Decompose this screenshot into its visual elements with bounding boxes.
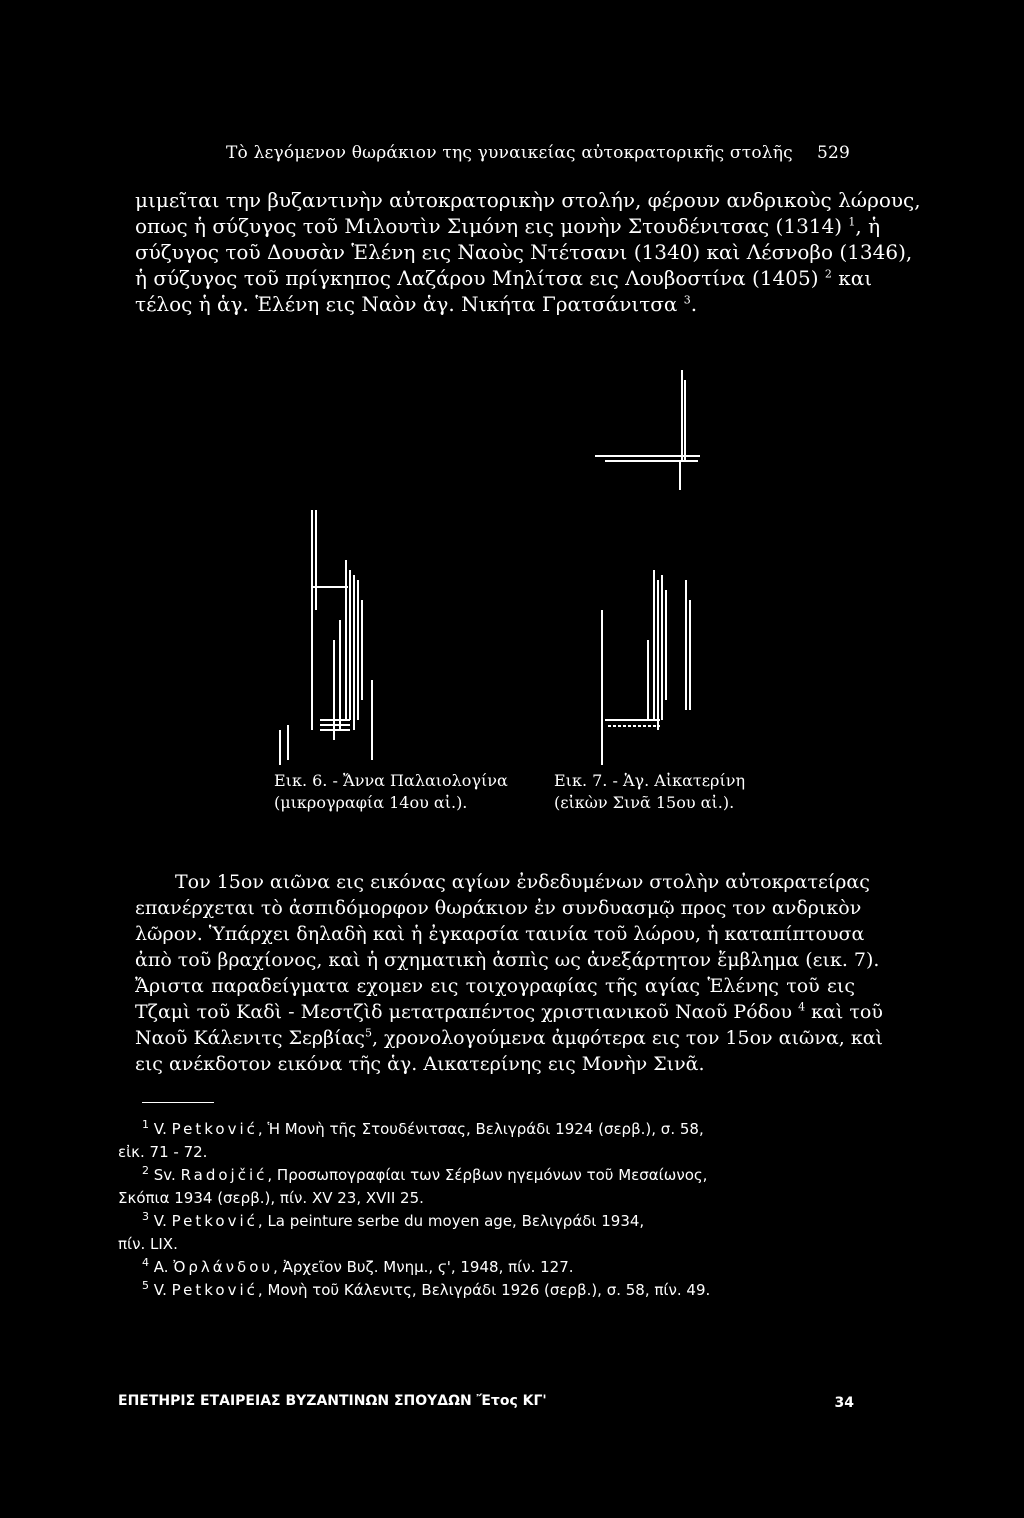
text-line: Τον 15ον αιῶνα εις εικόνας αγίων ἐνδεδυμένων στολὴν αὐτοκρατείρας	[175, 871, 870, 893]
footnote-author: Radojčić	[180, 1166, 268, 1184]
footnote-author: Ὀρλάνδου	[173, 1258, 274, 1276]
text-line: Ἄριστα παραδείγματα εχομεν εις τοιχογραφίας τῆς αγίας Ἑλένης τοῦ εις	[135, 975, 855, 997]
footnote: $^5$ V. Petković, Μονὴ τοῦ Κάλενιτς, Βελιγράδι 1926 (σερβ.), σ. 58, πίν. 49.	[142, 1279, 711, 1299]
text-line: ἡ σύζυγος τοῦ πρίγκηπος Λαζάρου Μηλίτσα εις Λουβοστίνα (1405) $^2$ και	[135, 266, 873, 290]
figure-drawings	[260, 360, 740, 780]
paragraph-2	[135, 869, 884, 1077]
footnote-number: 4	[142, 1256, 149, 1269]
journal-title: ΕΠΕΤΗΡΙΣ ΕΤΑΙΡΕΙΑΣ ΒΥΖΑΝΤΙΝΩΝ ΣΠΟΥΔΩΝ Ἔτος ΚΓ'	[118, 1393, 547, 1409]
footnote: $^4$ A. Ὀρλάνδου, Ἀρχεῖον Βυζ. Μνημ., ϛ', 1948, πίν. 127.	[142, 1256, 574, 1276]
running-title: Τὸ λεγόμενον θωράκιον της γυναικείας αὐτοκρατορικῆς στολῆς	[226, 143, 793, 163]
footnote-ref: 1	[848, 215, 856, 229]
text-line: τέλος ἡ ἁγ. Ἑλένη εις Ναὸν ἁγ. Νικήτα Γρατσάνιτσα $^3$.	[135, 292, 698, 316]
figure-6-caption	[274, 770, 508, 814]
text-line: λῶρον. Ὑπάρχει δηλαδὴ καὶ ἡ ἐγκαρσία ταινία τοῦ λώρου, ἡ καταπίπτουσα	[135, 923, 865, 945]
footnote-number: 3	[142, 1210, 149, 1223]
text-line: Ναοῦ Κάλενιτς Σερβίας$^5$, χρονολογούμενα ἀμφότερα εις τον 15ον αιῶνα, καὶ	[135, 1026, 884, 1049]
text-line: επανέρχεται τὸ ἀσπιδόμορφον θωράκιον ἐν συνδυασμῷ προς τον ανδρικὸν	[135, 897, 862, 919]
caption-line: Εικ. 6. - Ἄννα Παλαιολογίνα	[274, 771, 508, 790]
text-line: σύζυγος τοῦ Δουσὰν Ἑλένη εις Ναοὺς Ντέτσανι (1340) καὶ Λέσνοβο (1346),	[135, 240, 913, 264]
figure-7-caption	[554, 770, 745, 814]
caption-line: (εἰκὼν Σινᾶ 15ου αἰ.).	[554, 793, 735, 812]
footnotes	[118, 1118, 854, 1302]
footnote: $^3$ V. Petković, La peinture serbe du moyen age, Βελιγράδι 1934, πίν. LIX.	[118, 1210, 645, 1253]
text-line: εις ανέκδοτον εικόνα τῆς ἁγ. Αικατερίνης εις Μονὴν Σινᾶ.	[135, 1053, 705, 1075]
footnote-author: Petković	[171, 1120, 258, 1138]
footnote-number: 2	[142, 1164, 149, 1177]
figure-7-drawing	[595, 370, 700, 765]
figure-6-drawing	[280, 510, 372, 765]
footnote-number: 5	[142, 1279, 149, 1292]
journal-footer	[118, 1393, 854, 1409]
footnote: $^1$ V. Petković, Ἡ Μονὴ τῆς Στουδένιτσας, Βελιγράδι 1924 (σερβ.), σ. 58, εἰκ. 71 - 72.	[118, 1118, 704, 1161]
footnote-ref: 2	[824, 267, 832, 281]
footnote-ref: 3	[683, 293, 691, 307]
text-line: ἀπὸ τοῦ βραχίονος, καὶ ἡ σχηματικὴ ἀσπὶς ως ἀνεξάρτητον ἔμβλημα (εικ. 7).	[135, 949, 880, 971]
footnote-author: Petković	[171, 1212, 258, 1230]
footnote-author: Petković	[171, 1281, 258, 1299]
footnote-number: 1	[142, 1118, 149, 1131]
footnote-divider	[142, 1102, 214, 1103]
paragraph-1	[135, 187, 921, 317]
sheet-number: 34	[834, 1395, 854, 1411]
caption-line: Εικ. 7. - Ἁγ. Αἰκατερίνη	[554, 771, 746, 790]
text-line: Τζαμὶ τοῦ Καδὶ - Μεστζὶδ μετατραπέντος χριστιανικοῦ Ναοῦ Ρόδου $^4$ καὶ τοῦ	[135, 1000, 883, 1023]
page-number: 529	[816, 143, 850, 163]
footnote-ref: 5	[364, 1026, 372, 1040]
footnote: $^2$ Sv. Radojčić, Προσωπογραφίαι των Σέρβων ηγεμόνων τοῦ Μεσαίωνος, Σκόπια 1934 (σερβ.), πίν. XV 23, XVII 25.	[118, 1164, 708, 1207]
text-line: μιμεῖται την βυζαντινὴν αὐτοκρατορικὴν στολήν, φέρουν ανδρικοὺς λώρους,	[135, 188, 921, 212]
caption-line: (μικρογραφία 14ου αἰ.).	[274, 793, 468, 812]
text-line: οπως ἡ σύζυγος τοῦ Μιλουτὶν Σιμόνη εις μονὴν Στουδένιτσας (1314) $^1$, ἡ	[135, 214, 881, 238]
footnote-ref: 4	[798, 1000, 806, 1014]
